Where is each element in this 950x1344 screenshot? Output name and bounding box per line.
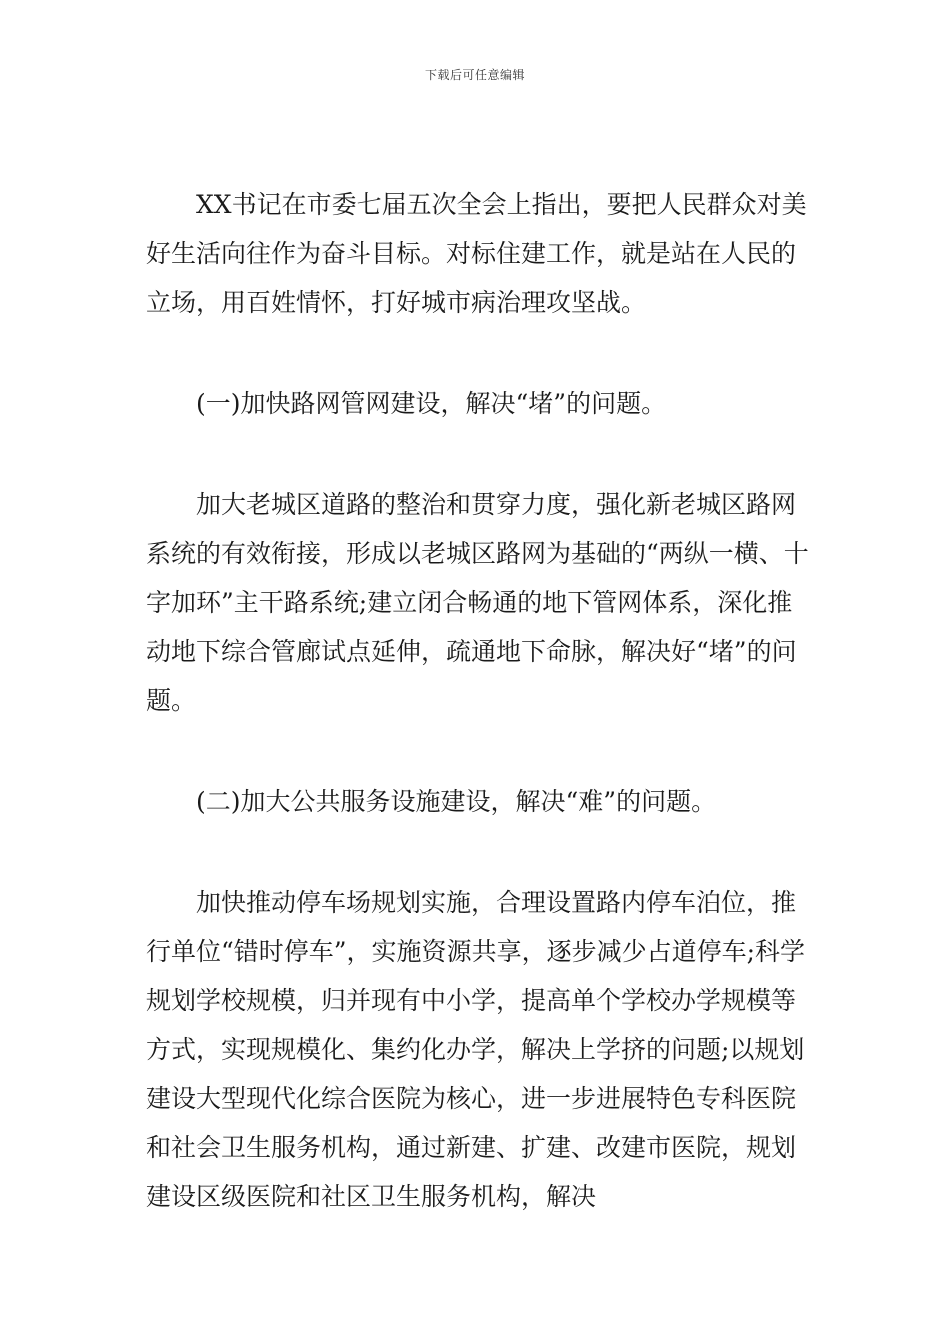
page-header: 下载后可任意编辑	[424, 68, 525, 82]
section-heading-2: (二)加大公共服务设施建设，解决“难”的问题。	[196, 787, 717, 816]
paragraph-section-2: 加快推动停车场规划实施，合理设置路内停车泊位，推行单位“错时停车”，实施资源共享，逐步减少占道停车;科学规划学校规模，归并现有中小学，提高单个学校办学规模等方式，实现规模化、集约化办学，解决上学挤的问题;以规划建设大型现代化综合医院为核心，进一步进展特色专科医院和社会卫生服务机构，通过新建、扩建、改建市医院，规划建设区级医院和社区卫生服务机构，解决	[146, 888, 805, 1211]
paragraph-intro: XX书记在市委七届五次全会上指出，要把人民群众对美好生活向往作为奋斗目标。对标住建工作，就是站在人民的立场，用百姓情怀，打好城市病治理攻坚战。	[146, 190, 807, 317]
section-heading-1: (一)加快路网管网建设，解决“堵”的问题。	[196, 389, 667, 418]
document-body	[146, 180, 810, 1221]
paragraph-section-1: 加大老城区道路的整治和贯穿力度，强化新老城区路网系统的有效衔接，形成以老城区路网为基础的“两纵一横、十字加环”主干路系统;建立闭合畅通的地下管网体系，深化推动地下综合管廊试点延伸，疏通地下命脉，解决好“堵”的问题。	[146, 490, 809, 715]
